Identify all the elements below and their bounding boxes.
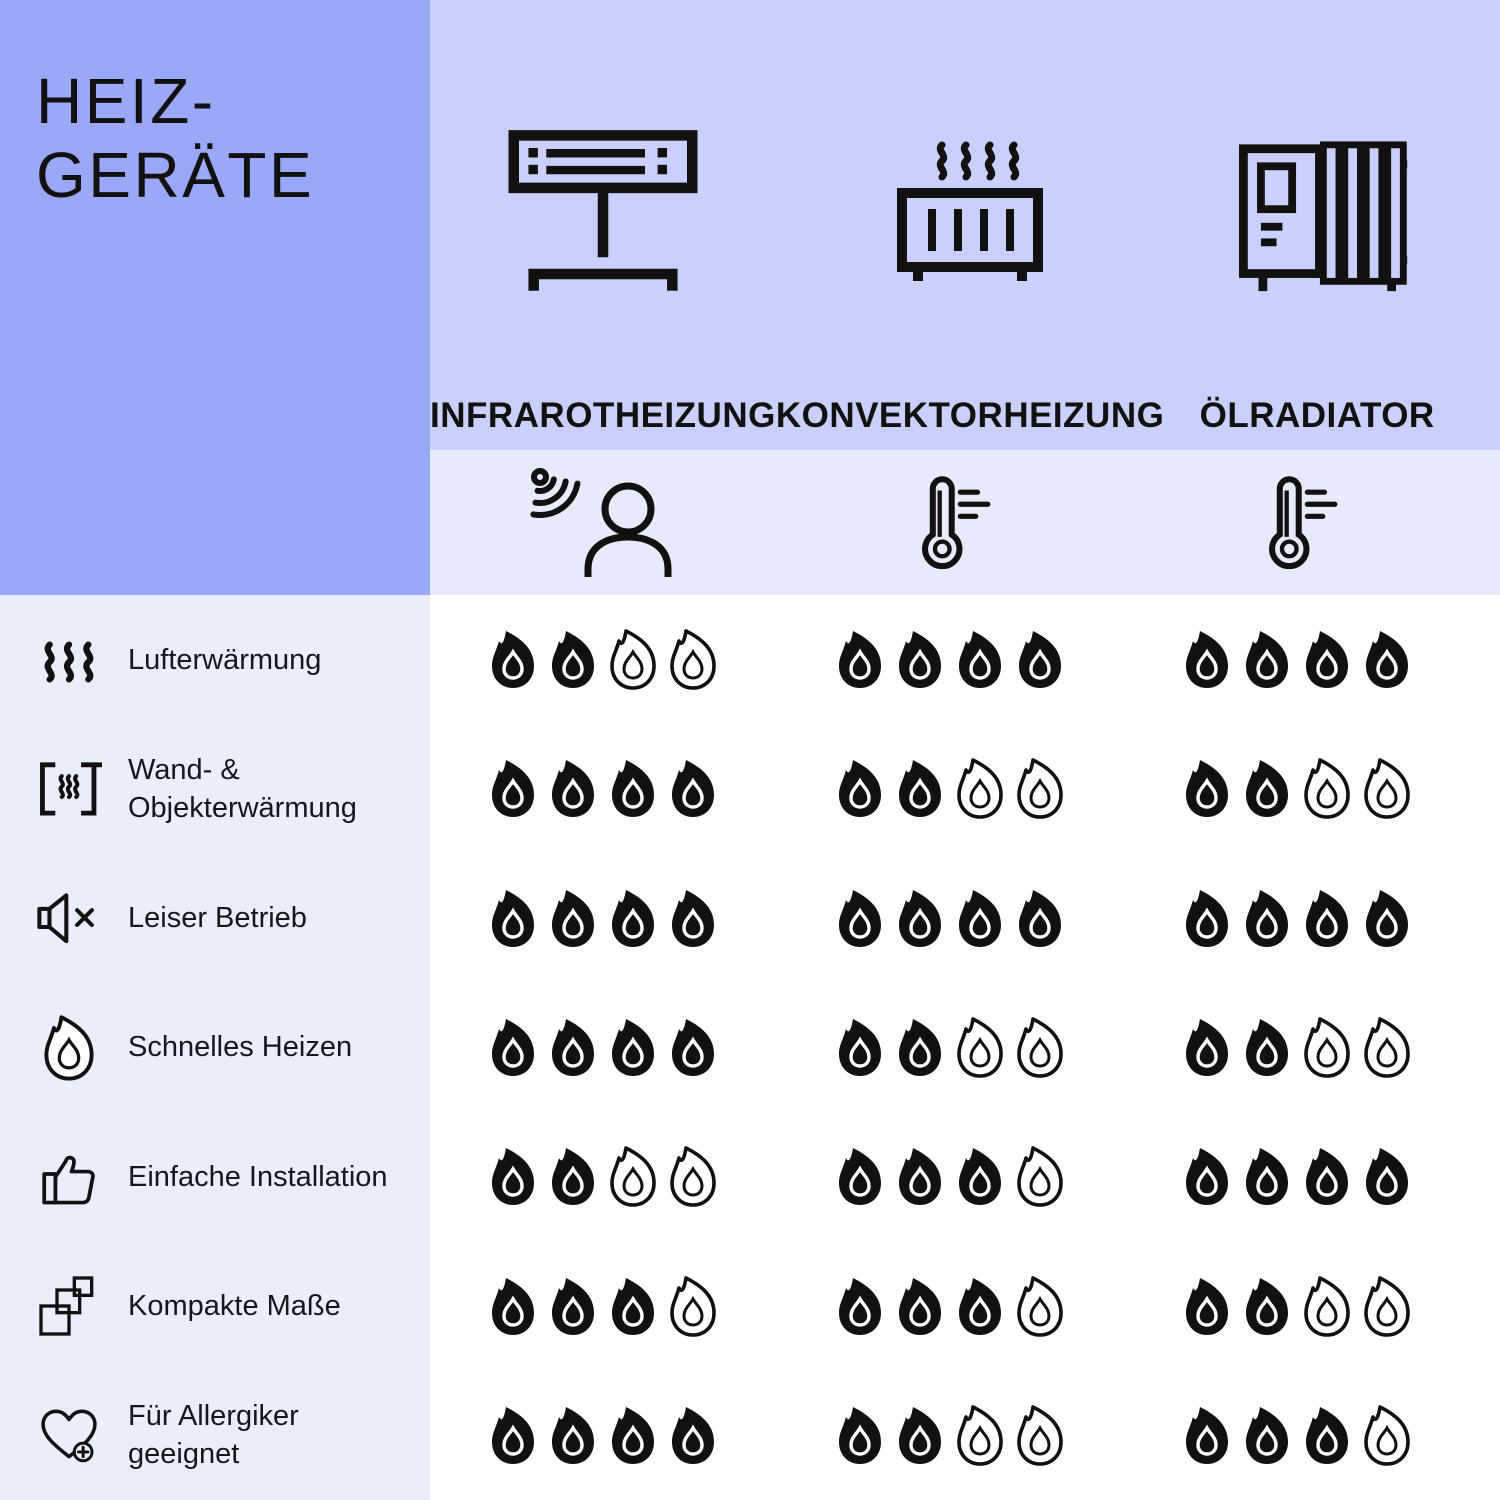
flame-empty-icon [1301, 1016, 1353, 1079]
flame-filled-icon [487, 1145, 539, 1208]
rating-cell-konvektorheizung [777, 595, 1124, 724]
mode-cell-infrarotheizung [430, 450, 777, 595]
title-line-2: GERÄTE [36, 139, 315, 212]
rating-cell-oelradiator [1123, 854, 1470, 983]
rating-row [430, 1371, 1470, 1500]
rating-cell-infrarotheizung [430, 983, 777, 1112]
feature-label: Für Allergiker geeignet [128, 1400, 299, 1471]
feature-row [0, 595, 430, 724]
rating-cell-infrarotheizung [430, 1112, 777, 1241]
flame-filled-icon [1241, 1404, 1293, 1467]
rating-cell-infrarotheizung [430, 595, 777, 724]
flame-empty-icon [1014, 1016, 1066, 1079]
rating-cell-infrarotheizung [430, 854, 777, 983]
flame-empty-icon [1301, 757, 1353, 820]
mode-icons-row [430, 450, 1470, 595]
flame-filled-icon [607, 1404, 659, 1467]
flame-empty-icon [1361, 1016, 1413, 1079]
flame-filled-icon [547, 1275, 599, 1338]
flame-filled-icon [834, 757, 886, 820]
title-block [0, 0, 430, 595]
flame-filled-icon [1181, 757, 1233, 820]
rating-cell-oelradiator [1123, 595, 1470, 724]
flame-filled-icon [1014, 887, 1066, 950]
rating-row [430, 595, 1470, 724]
flame-filled-icon [547, 1404, 599, 1467]
rating-cell-infrarotheizung [430, 1241, 777, 1370]
flame-filled-icon [547, 757, 599, 820]
heat-waves-icon [34, 633, 104, 687]
flame-filled-icon [667, 887, 719, 950]
flame-filled-icon [1241, 628, 1293, 691]
speaker-muted-icon [34, 890, 104, 947]
flame-filled-icon [1241, 1275, 1293, 1338]
thumb-up-icon [34, 1148, 104, 1205]
flame-filled-icon [1014, 628, 1066, 691]
flame-filled-icon [547, 1145, 599, 1208]
flame-filled-icon [1361, 628, 1413, 691]
rating-cell-oelradiator [1123, 1371, 1470, 1500]
flame-filled-icon [1181, 628, 1233, 691]
flame-empty-icon [954, 1404, 1006, 1467]
flame-filled-icon [1301, 1145, 1353, 1208]
column-title-infrarotheizung: INFRAROT HEIZUNG [430, 395, 776, 435]
column-title-oelradiator: ÖLRADIATOR [1199, 395, 1435, 435]
flame-empty-icon [1361, 1404, 1413, 1467]
heart-plus-icon [34, 1406, 104, 1465]
page-title [0, 0, 430, 212]
flame-filled-icon [667, 757, 719, 820]
feature-label: Wand- & Objekterwärmung [128, 753, 357, 824]
flame-empty-icon [607, 1145, 659, 1208]
flame-filled-icon [607, 1016, 659, 1079]
flame-empty-icon [667, 1145, 719, 1208]
flame-filled-icon [487, 1404, 539, 1467]
flame-empty-icon [1014, 1404, 1066, 1467]
ratings-grid [430, 595, 1500, 1500]
flame-filled-icon [834, 1275, 886, 1338]
flame-filled-icon [1241, 1145, 1293, 1208]
title-line-1: HEIZ- [36, 65, 216, 137]
flame-filled-icon [834, 1145, 886, 1208]
flame-empty-icon [954, 1016, 1006, 1079]
flame-filled-icon [1241, 887, 1293, 950]
mode-cell-oelradiator [1123, 450, 1470, 595]
flame-filled-icon [607, 887, 659, 950]
flame-filled-icon [954, 1275, 1006, 1338]
column-headers [430, 0, 1470, 450]
flame-filled-icon [1181, 1145, 1233, 1208]
column-header-oelradiator [1164, 0, 1470, 450]
flame-empty-icon [1361, 1275, 1413, 1338]
flame-filled-icon [894, 1404, 946, 1467]
flame-filled-icon [894, 1016, 946, 1079]
heating-mode-band [430, 450, 1500, 595]
rating-cell-oelradiator [1123, 724, 1470, 853]
rating-row [430, 983, 1470, 1112]
flame-empty-icon [1301, 1275, 1353, 1338]
flame-empty-icon [1014, 757, 1066, 820]
flame-filled-icon [547, 887, 599, 950]
flame-filled-icon [834, 1016, 886, 1079]
feature-label: Kompakte Maße [128, 1289, 341, 1322]
flame-filled-icon [1241, 1016, 1293, 1079]
rating-row [430, 854, 1470, 983]
rating-cell-oelradiator [1123, 1241, 1470, 1370]
flame-filled-icon [1301, 887, 1353, 950]
flame-filled-icon [487, 628, 539, 691]
feature-rows [0, 595, 430, 1500]
flame-filled-icon [487, 1275, 539, 1338]
flame-filled-icon [1181, 1404, 1233, 1467]
column-title-konvektorheizung: KONVEKTOR HEIZUNG [775, 395, 1165, 435]
flame-filled-icon [894, 887, 946, 950]
infrared-heater-icon [498, 0, 708, 312]
flame-filled-icon [487, 1016, 539, 1079]
flame-filled-icon [834, 628, 886, 691]
flame-empty-icon [667, 1275, 719, 1338]
flame-filled-icon [894, 1275, 946, 1338]
flame-filled-icon [1181, 1275, 1233, 1338]
flame-empty-icon [607, 628, 659, 691]
rating-cell-oelradiator [1123, 983, 1470, 1112]
feature-row [0, 1241, 430, 1370]
radiant-person-icon [528, 467, 678, 579]
rating-cell-konvektorheizung [777, 854, 1124, 983]
flame-filled-icon [1301, 1404, 1353, 1467]
rating-cell-oelradiator [1123, 1112, 1470, 1241]
flame-icon [34, 1014, 104, 1082]
rating-cell-konvektorheizung [777, 724, 1124, 853]
thermometer-icon [1254, 475, 1340, 570]
rating-cell-konvektorheizung [777, 1241, 1124, 1370]
feature-row [0, 854, 430, 983]
rating-row [430, 1112, 1470, 1241]
flame-filled-icon [1181, 887, 1233, 950]
convector-heater-icon [870, 0, 1070, 312]
feature-label: Schnelles Heizen [128, 1031, 353, 1064]
flame-filled-icon [487, 757, 539, 820]
mode-cell-konvektorheizung [777, 450, 1124, 595]
flame-filled-icon [1361, 1145, 1413, 1208]
feature-row [0, 724, 430, 853]
rating-cell-konvektorheizung [777, 1112, 1124, 1241]
feature-row [0, 983, 430, 1112]
flame-filled-icon [1301, 628, 1353, 691]
flame-filled-icon [954, 887, 1006, 950]
rating-row [430, 724, 1470, 853]
flame-empty-icon [1361, 757, 1413, 820]
flame-filled-icon [1181, 1016, 1233, 1079]
flame-empty-icon [954, 757, 1006, 820]
flame-filled-icon [894, 1145, 946, 1208]
wall-object-heat-icon [34, 760, 104, 818]
column-header-konvektorheizung [776, 0, 1165, 450]
feature-label: Leiser Betrieb [128, 902, 307, 935]
flame-empty-icon [1014, 1275, 1066, 1338]
squares-icon [34, 1274, 104, 1338]
flame-empty-icon [1014, 1145, 1066, 1208]
flame-filled-icon [894, 628, 946, 691]
flame-filled-icon [954, 1145, 1006, 1208]
rating-cell-infrarotheizung [430, 1371, 777, 1500]
rating-cell-konvektorheizung [777, 983, 1124, 1112]
flame-filled-icon [667, 1404, 719, 1467]
flame-filled-icon [607, 1275, 659, 1338]
oil-radiator-icon [1220, 0, 1415, 312]
flame-filled-icon [547, 628, 599, 691]
column-header-infrarotheizung [430, 0, 776, 450]
feature-row [0, 1371, 430, 1500]
flame-filled-icon [607, 757, 659, 820]
flame-filled-icon [1361, 887, 1413, 950]
flame-filled-icon [894, 757, 946, 820]
feature-list [0, 595, 430, 1500]
rating-row [430, 1241, 1470, 1370]
thermometer-icon [907, 475, 993, 570]
flame-filled-icon [547, 1016, 599, 1079]
flame-empty-icon [667, 628, 719, 691]
flame-filled-icon [1241, 757, 1293, 820]
flame-filled-icon [487, 887, 539, 950]
flame-filled-icon [954, 628, 1006, 691]
flame-filled-icon [667, 1016, 719, 1079]
rating-cell-infrarotheizung [430, 724, 777, 853]
ratings-rows [430, 595, 1470, 1500]
column-headers-band [430, 0, 1500, 450]
flame-filled-icon [834, 887, 886, 950]
feature-label: Lufterwärmung [128, 643, 322, 676]
feature-row [0, 1112, 430, 1241]
feature-label: Einfache Installation [128, 1160, 388, 1193]
rating-cell-konvektorheizung [777, 1371, 1124, 1500]
flame-filled-icon [834, 1404, 886, 1467]
